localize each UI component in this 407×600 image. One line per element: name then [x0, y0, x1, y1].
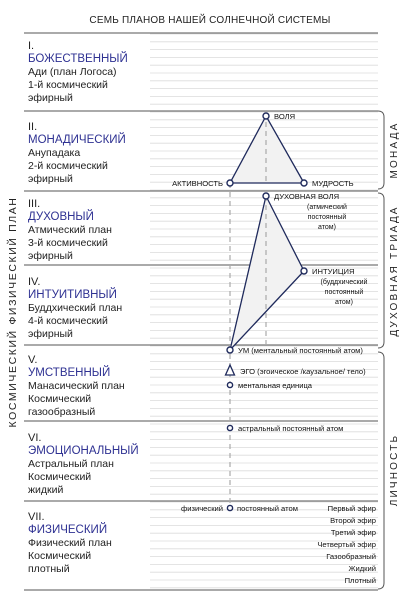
plane-desc: Анупадака — [28, 147, 81, 159]
plane-name: МОНАДИЧЕСКИЙ — [28, 134, 126, 146]
volya-label: ВОЛЯ — [274, 112, 296, 121]
physical-atom-point — [227, 505, 232, 510]
mental-unit-point — [227, 382, 232, 387]
plane-name: ДУХОВНЫЙ — [28, 211, 94, 223]
triad-vertical-label: ДУХОВНАЯ ТРИАДА — [389, 205, 400, 337]
dukh-volya-sub: постоянный — [307, 214, 347, 221]
dukh-volya-sub: атом) — [318, 224, 336, 231]
dukh-volya-point — [263, 193, 269, 199]
personality-bracket — [378, 352, 384, 589]
physical-right-label: постоянный атом — [237, 504, 298, 513]
plane-name: ИНТУИТИВНЫЙ — [28, 289, 117, 301]
plane-desc: плотный — [28, 563, 70, 575]
plane-2 — [28, 121, 126, 185]
astral-atom-point — [227, 425, 232, 430]
triad-triangle — [230, 196, 304, 350]
plane-desc: Атмический план — [28, 224, 112, 236]
plane-desc: 4-й космический — [28, 315, 108, 327]
ether-label: Жидкий — [348, 564, 376, 573]
ego-triangle-icon — [226, 365, 235, 375]
dukh-volya-label: ДУХОВНАЯ ВОЛЯ — [274, 192, 340, 201]
um-point — [227, 347, 233, 353]
plane-desc: жидкий — [28, 484, 64, 496]
ether-label: Третий эфир — [330, 528, 376, 537]
right-brackets — [378, 111, 384, 589]
plane-desc: Астральный план — [28, 458, 114, 470]
ether-label: Второй эфир — [330, 516, 376, 525]
plane-5 — [28, 354, 125, 418]
plane-3 — [28, 198, 112, 262]
mudrost-point — [301, 180, 307, 186]
dukh-volya-sub: (атмический — [307, 204, 347, 211]
plane-desc: Космический — [28, 393, 92, 405]
mental-unit-label: ментальная единица — [238, 381, 313, 390]
plane-desc: Манасический план — [28, 380, 125, 392]
ego-label: ЭГО (эгоическое /каузальное/ тело) — [240, 367, 366, 376]
plane-number: IV. — [28, 276, 41, 288]
left-vertical-label: КОСМИЧЕСКИЙ ФИЗИЧЕСКИЙ ПЛАН — [7, 196, 19, 428]
plane-7 — [28, 511, 112, 575]
plane-name: БОЖЕСТВЕННЫЙ — [28, 53, 128, 65]
physical-left-label: физический — [181, 504, 223, 513]
plane-desc: Физический план — [28, 537, 112, 549]
plane-4 — [28, 276, 122, 340]
monad-triangle-shape — [230, 116, 304, 183]
plane-desc: эфирный — [28, 250, 73, 262]
aktivnost-point — [227, 180, 233, 186]
plane-number: III. — [28, 198, 41, 210]
monad-bracket — [378, 111, 384, 189]
triad-bracket — [378, 193, 384, 348]
plane-number: I. — [28, 40, 35, 52]
plane-name: ФИЗИЧЕСКИЙ — [28, 524, 108, 536]
plane-name: УМСТВЕННЫЙ — [28, 367, 111, 379]
personality-vertical-label: ЛИЧНОСТЬ — [389, 433, 400, 507]
astral-atom-label: астральный постоянный атом — [238, 424, 344, 433]
monad-vertical-label: МОНАДА — [389, 121, 400, 179]
monad-triangle — [230, 116, 304, 183]
um-label: УМ (ментальный постоянный атом) — [238, 346, 363, 355]
ether-label: Газообразный — [326, 552, 376, 561]
aktivnost-label: АКТИВНОСТЬ — [172, 179, 223, 188]
plane-6 — [28, 432, 139, 496]
intuitsiya-sub: атом) — [335, 299, 353, 306]
plane-1 — [28, 40, 128, 104]
mudrost-label: МУДРОСТЬ — [312, 179, 354, 188]
ether-label: Плотный — [344, 576, 376, 585]
plane-desc: 3-й космический — [28, 237, 108, 249]
ether-labels — [317, 504, 376, 585]
intuitsiya-sub: (буддхический — [320, 279, 368, 286]
plane-name: ЭМОЦИОНАЛЬНЫЙ — [28, 445, 139, 457]
plane-desc: 1-й космический — [28, 79, 108, 91]
plane-desc: газообразный — [28, 406, 96, 418]
plane-desc: Ади (план Логоса) — [28, 66, 117, 78]
intuitsiya-sub: постоянный — [324, 289, 364, 296]
plane-desc: 2-й космический — [28, 160, 108, 172]
ether-label: Четвертый эфир — [317, 540, 376, 549]
intuitsiya-label: ИНТУИЦИЯ — [312, 267, 355, 276]
plane-desc: эфирный — [28, 328, 73, 340]
plane-desc: Буддхический план — [28, 302, 123, 314]
plane-number: VII. — [28, 511, 45, 523]
plane-number: V. — [28, 354, 38, 366]
plane-number: VI. — [28, 432, 42, 444]
plane-desc: эфирный — [28, 92, 73, 104]
ether-label: Первый эфир — [327, 504, 376, 513]
plane-desc: эфирный — [28, 173, 73, 185]
intuitsiya-point — [301, 268, 307, 274]
triad-triangle-shape — [230, 196, 304, 350]
plane-number: II. — [28, 121, 38, 133]
plane-desc: Космический — [28, 471, 92, 483]
volya-point — [263, 113, 269, 119]
diagram-title: СЕМЬ ПЛАНОВ НАШЕЙ СОЛНЕЧНОЙ СИСТЕМЫ — [89, 15, 331, 26]
plane-desc: Космический — [28, 550, 92, 562]
